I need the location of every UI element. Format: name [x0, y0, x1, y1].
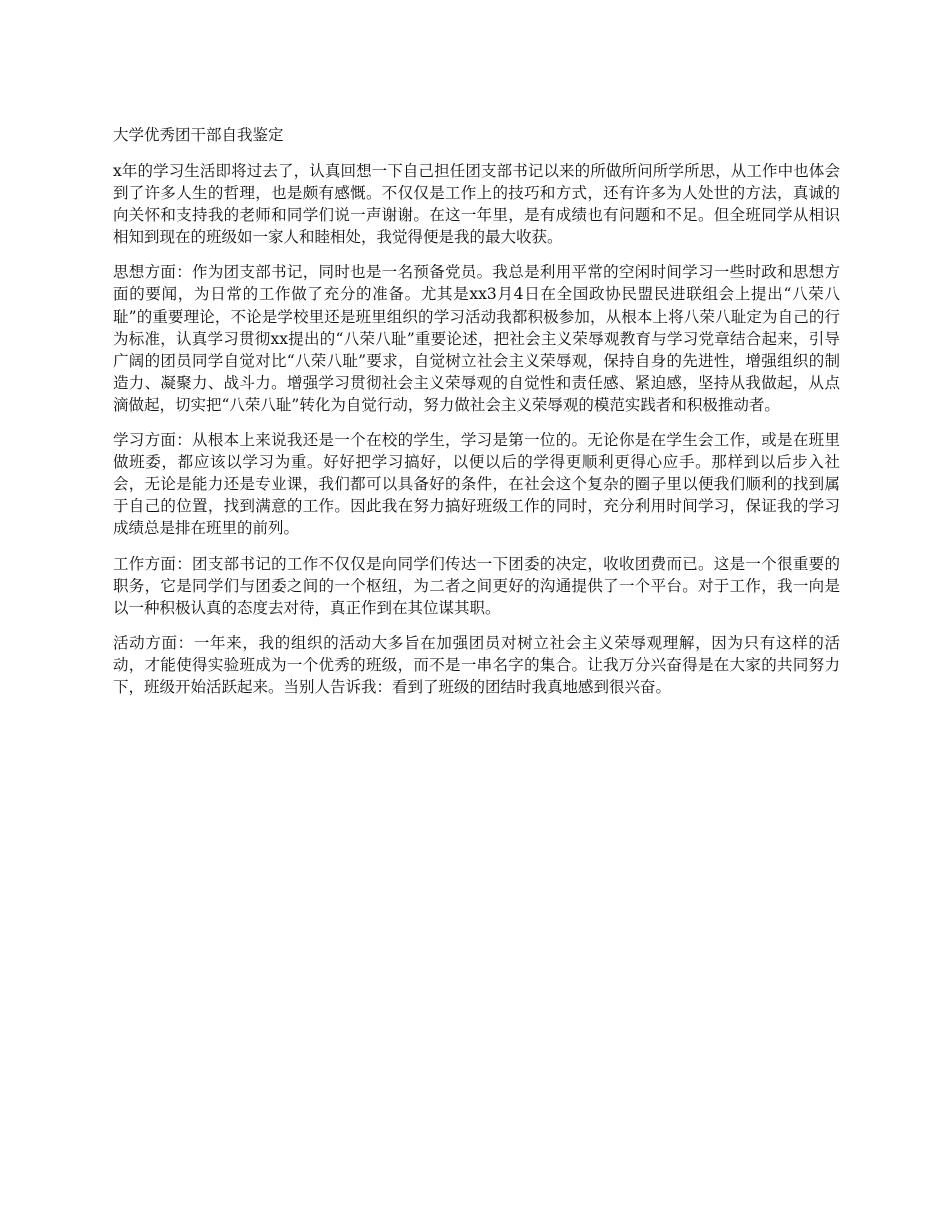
paragraph-activities: 活动方面：一年来，我的组织的活动大多旨在加强团员对树立社会主义荣辱观理解，因为只有这样的活动，才能使得实验班成为一个优秀的班级，而不是一串名字的集合。让我万分兴奋得是在大家的共同努力下，班级开始活跃起来。当别人告诉我：看到了班级的团结时我真地感到很兴奋。	[113, 633, 840, 696]
document-page	[113, 124, 840, 711]
document-title: 大学优秀团干部自我鉴定	[113, 126, 284, 144]
paragraph-intro: x年的学习生活即将过去了，认真回想一下自己担任团支部书记以来的所做所问所学所思，从工作中也体会到了许多人生的哲理，也是颇有感慨。不仅仅是工作上的技巧和方式，还有许多为人处世的方法，真诚的向关怀和支持我的老师和同学们说一声谢谢。在这一年里，是有成绩也有问题和不足。但全班同学从相识相知到现在的班级如一家人和睦相处，我觉得便是我的最大收获。	[113, 162, 840, 247]
paragraph-ideology: 思想方面：作为团支部书记，同时也是一名预备党员。我总是利用平常的空闲时间学习一些时政和思想方面的要闻，为日常的工作做了充分的准备。尤其是xx3月4日在全国政协民盟民进联组会上提出“八荣八耻”的重要理论，不论是学校里还是班里组织的学习活动我都积极参加，从根本上将八荣八耻定为自己的行为标准，认真学习贯彻xx提出的“八荣八耻”重要论述，把社会主义荣辱观教育与学习党章结合起来，引导广阔的团员同学自觉对比“八荣八耻”要求，自觉树立社会主义荣辱观，保持自身的先进性，增强组织的制造力、凝聚力、战斗力。增强学习贯彻社会主义荣辱观的自觉性和责任感、紧迫感，坚持从我做起，从点滴做起，切实把“八荣八耻”转化为自觉行动，努力做社会主义荣辱观的模范实践者和积极推动者。	[113, 263, 840, 414]
paragraph-study: 学习方面：从根本上来说我还是一个在校的学生，学习是第一位的。无论你是在学生会工作，或是在班里做班委，都应该以学习为重。好好把学习搞好，以便以后的学得更顺利更得心应手。那样到以后步入社会，无论是能力还是专业课，我们都可以具备好的条件，在社会这个复杂的圈子里以便我们顺利的找到属于自己的位置，找到满意的工作。因此我在努力搞好班级工作的同时，充分利用时间学习，保证我的学习成绩总是排在班里的前列。	[113, 431, 840, 538]
paragraph-work: 工作方面：团支部书记的工作不仅仅是向同学们传达一下团委的决定，收收团费而已。这是一个很重要的职务，它是同学们与团委之间的一个枢纽，为二者之间更好的沟通提供了一个平台。对于工作，我一向是以一种积极认真的态度去对待，真正作到在其位谋其职。	[113, 554, 840, 617]
